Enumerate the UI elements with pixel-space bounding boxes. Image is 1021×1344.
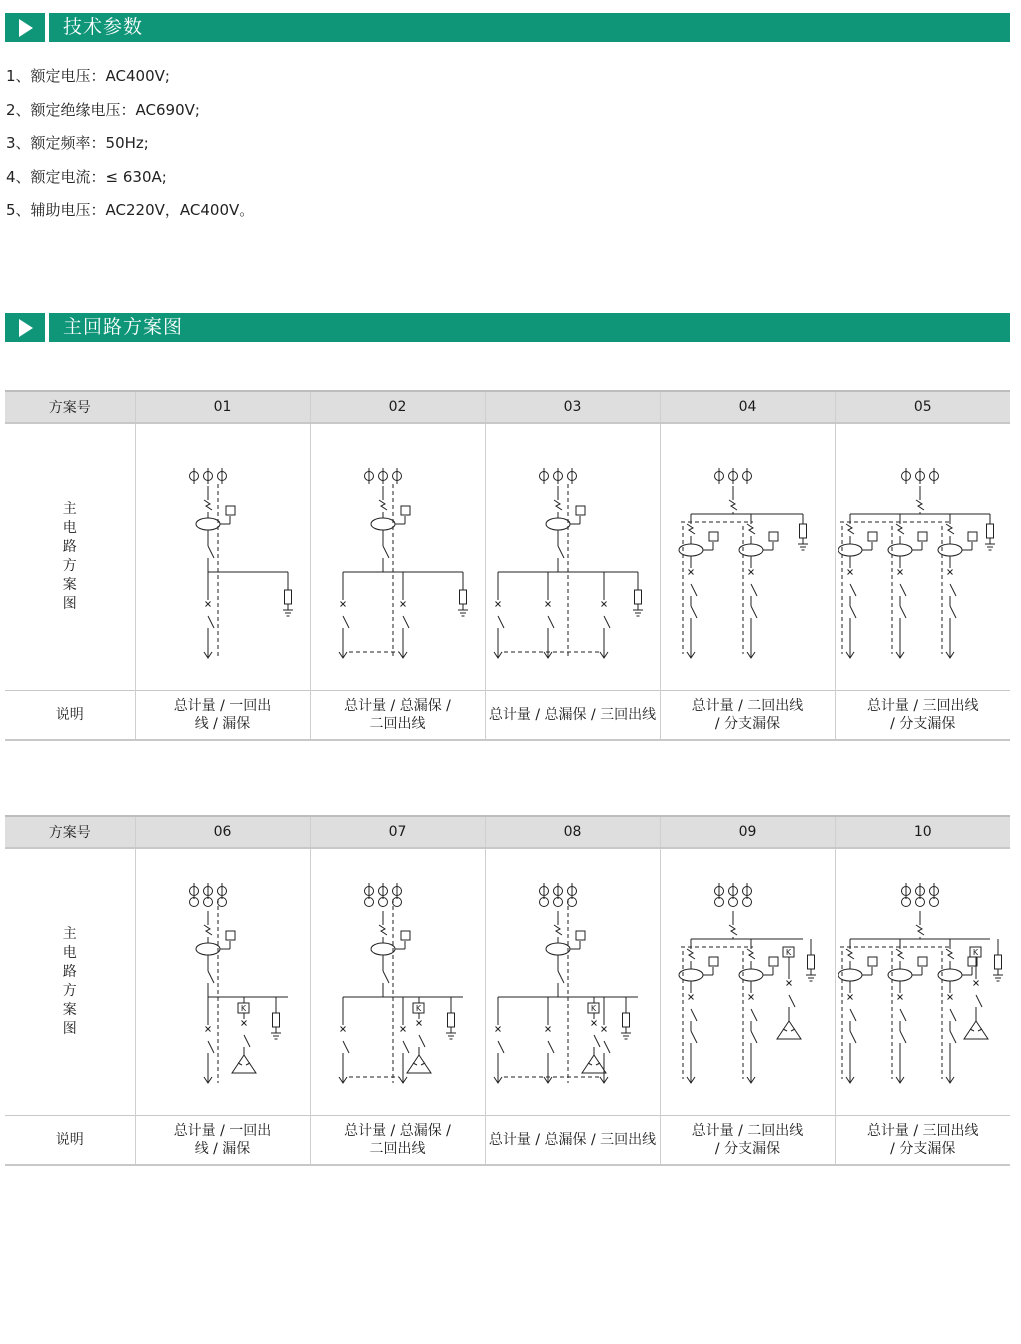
circuit-line	[751, 1009, 757, 1021]
relay-box-icon	[709, 957, 718, 966]
scheme-no-label: 方案号	[5, 391, 135, 423]
surge-arrester-icon	[916, 925, 924, 935]
surge-arrester-icon	[896, 524, 904, 534]
param-item: 5、辅助电压：AC220V，AC400V。	[6, 201, 255, 219]
circuit-line	[403, 616, 409, 628]
capacitor-bank-icon	[232, 1055, 256, 1073]
contactor-label: K	[590, 1004, 596, 1013]
capacitor-bank-icon	[407, 1055, 431, 1073]
surge-arrester-icon	[846, 949, 854, 959]
section-title: 技术参数	[49, 13, 1010, 42]
circuit-line	[208, 1041, 214, 1053]
leakage-sensor-icon	[371, 943, 395, 955]
param-item: 3、额定频率：50Hz;	[6, 134, 149, 152]
relay-box-icon	[226, 931, 235, 940]
play-arrow-icon	[5, 13, 45, 42]
circuit-line	[244, 1035, 250, 1047]
section-header-main-circuit	[5, 313, 1010, 342]
diagram-label: 主电路方案图	[62, 926, 77, 1037]
circuit-line	[950, 606, 956, 618]
circuit-line	[498, 616, 504, 628]
circuit-line	[403, 1041, 409, 1053]
circuit-line	[558, 546, 564, 558]
scheme-description: 总计量 / 一回出线 / 漏保	[173, 698, 272, 732]
circuit-diagram-08	[488, 851, 658, 1113]
scheme-no: 04	[660, 391, 835, 423]
scheme-no-label: 方案号	[5, 816, 135, 848]
circuit-diagram-03	[488, 426, 658, 688]
circuit-line	[343, 616, 349, 628]
circuit-diagram-07	[313, 851, 483, 1113]
scheme-description: 总计量 / 二回出线 / 分支漏保	[691, 698, 804, 732]
circuit-line	[976, 995, 982, 1007]
description-label: 说明	[5, 1116, 135, 1166]
leakage-sensor-icon	[546, 518, 570, 530]
surge-arrester-icon	[204, 925, 212, 935]
circuit-line	[208, 546, 214, 558]
fuse-icon	[459, 590, 466, 604]
circuit-line	[950, 1009, 956, 1021]
param-item: 1、额定电压：AC400V;	[6, 67, 170, 85]
fuse-icon	[799, 524, 806, 538]
surge-arrester-icon	[379, 500, 387, 510]
circuit-line	[850, 584, 856, 596]
fuse-icon	[807, 955, 814, 969]
relay-box-icon	[576, 931, 585, 940]
relay-box-icon	[401, 931, 410, 940]
surge-arrester-icon	[946, 949, 954, 959]
contactor-label: K	[785, 948, 791, 957]
circuit-line	[604, 1041, 610, 1053]
surge-arrester-icon	[729, 500, 737, 510]
circuit-diagram-09	[663, 851, 833, 1113]
circuit-diagram-05	[838, 426, 1008, 688]
leakage-sensor-icon	[546, 943, 570, 955]
contactor-label: K	[972, 948, 978, 957]
param-item: 4、额定电流：≤ 630A;	[6, 167, 167, 186]
surge-arrester-icon	[554, 500, 562, 510]
scheme-no: 01	[135, 391, 310, 423]
circuit-line	[950, 1031, 956, 1043]
scheme-no: 03	[485, 391, 660, 423]
scheme-description: 总计量 / 三回出线 / 分支漏保	[866, 698, 979, 732]
relay-box-icon	[918, 532, 927, 541]
section-header-tech-params	[5, 13, 1010, 42]
relay-box-icon	[576, 506, 585, 515]
leakage-sensor-icon	[196, 943, 220, 955]
surge-arrester-icon	[896, 949, 904, 959]
circuit-line	[950, 584, 956, 596]
circuit-line	[751, 584, 757, 596]
surge-arrester-icon	[747, 524, 755, 534]
play-arrow-icon	[5, 313, 45, 342]
circuit-line	[383, 546, 389, 558]
circuit-line	[594, 1035, 600, 1047]
circuit-diagram-04	[663, 426, 833, 688]
circuit-line	[850, 1009, 856, 1021]
scheme-description: 总计量 / 总漏保 / 三回出线	[488, 707, 657, 723]
circuit-line	[691, 1009, 697, 1021]
fuse-icon	[622, 1013, 629, 1027]
circuit-line	[900, 606, 906, 618]
surge-arrester-icon	[729, 925, 737, 935]
scheme-description: 总计量 / 二回出线 / 分支漏保	[691, 1123, 804, 1157]
scheme-description: 总计量 / 一回出线 / 漏保	[173, 1123, 272, 1157]
scheme-no: 06	[135, 816, 310, 848]
circuit-line	[208, 971, 214, 983]
scheme-description: 总计量 / 总漏保 / 二回出线	[344, 1123, 451, 1157]
diagram-label: 主电路方案图	[62, 501, 77, 612]
relay-box-icon	[868, 957, 877, 966]
circuit-line	[751, 606, 757, 618]
relay-box-icon	[868, 532, 877, 541]
surge-arrester-icon	[747, 949, 755, 959]
surge-arrester-icon	[554, 925, 562, 935]
circuit-line	[548, 1041, 554, 1053]
circuit-diagram-10	[838, 851, 1008, 1113]
params-list	[6, 62, 254, 230]
circuit-line	[208, 616, 214, 628]
scheme-description: 总计量 / 总漏保 / 三回出线	[488, 1132, 657, 1148]
surge-arrester-icon	[379, 925, 387, 935]
scheme-table-2	[5, 815, 1010, 1166]
description-label: 说明	[5, 691, 135, 741]
circuit-line	[548, 616, 554, 628]
circuit-line	[900, 584, 906, 596]
fuse-icon	[272, 1013, 279, 1027]
scheme-table-1	[5, 390, 1010, 741]
relay-box-icon	[769, 957, 778, 966]
scheme-no: 09	[660, 816, 835, 848]
relay-box-icon	[226, 506, 235, 515]
circuit-line	[789, 995, 795, 1007]
circuit-line	[419, 1035, 425, 1047]
capacitor-bank-icon	[964, 1021, 988, 1039]
circuit-diagram-02	[313, 426, 483, 688]
scheme-no: 08	[485, 816, 660, 848]
capacitor-bank-icon	[777, 1021, 801, 1039]
scheme-description: 总计量 / 总漏保 / 二回出线	[344, 698, 451, 732]
contactor-label: K	[415, 1004, 421, 1013]
fuse-icon	[986, 524, 993, 538]
section-title: 主回路方案图	[49, 313, 1010, 342]
fuse-icon	[447, 1013, 454, 1027]
circuit-line	[691, 1031, 697, 1043]
surge-arrester-icon	[204, 500, 212, 510]
fuse-icon	[634, 590, 641, 604]
circuit-line	[558, 971, 564, 983]
relay-box-icon	[918, 957, 927, 966]
circuit-line	[604, 616, 610, 628]
circuit-line	[751, 1031, 757, 1043]
circuit-diagram-06	[138, 851, 308, 1113]
circuit-line	[850, 606, 856, 618]
capacitor-bank-icon	[582, 1055, 606, 1073]
leakage-sensor-icon	[371, 518, 395, 530]
circuit-line	[383, 971, 389, 983]
scheme-no: 05	[835, 391, 1010, 423]
scheme-description: 总计量 / 三回出线 / 分支漏保	[866, 1123, 979, 1157]
circuit-line	[691, 584, 697, 596]
circuit-line	[900, 1031, 906, 1043]
fuse-icon	[284, 590, 291, 604]
circuit-line	[900, 1009, 906, 1021]
surge-arrester-icon	[946, 524, 954, 534]
circuit-line	[850, 1031, 856, 1043]
circuit-diagram-01	[138, 426, 308, 688]
leakage-sensor-icon	[196, 518, 220, 530]
surge-arrester-icon	[687, 949, 695, 959]
relay-box-icon	[769, 532, 778, 541]
relay-box-icon	[709, 532, 718, 541]
relay-box-icon	[968, 532, 977, 541]
circuit-line	[498, 1041, 504, 1053]
scheme-no: 07	[310, 816, 485, 848]
surge-arrester-icon	[687, 524, 695, 534]
contactor-label: K	[240, 1004, 246, 1013]
fuse-icon	[994, 955, 1001, 969]
surge-arrester-icon	[916, 500, 924, 510]
scheme-no: 02	[310, 391, 485, 423]
surge-arrester-icon	[846, 524, 854, 534]
relay-box-icon	[401, 506, 410, 515]
circuit-line	[691, 606, 697, 618]
circuit-line	[343, 1041, 349, 1053]
scheme-no: 10	[835, 816, 1010, 848]
param-item: 2、额定绝缘电压：AC690V;	[6, 100, 200, 119]
